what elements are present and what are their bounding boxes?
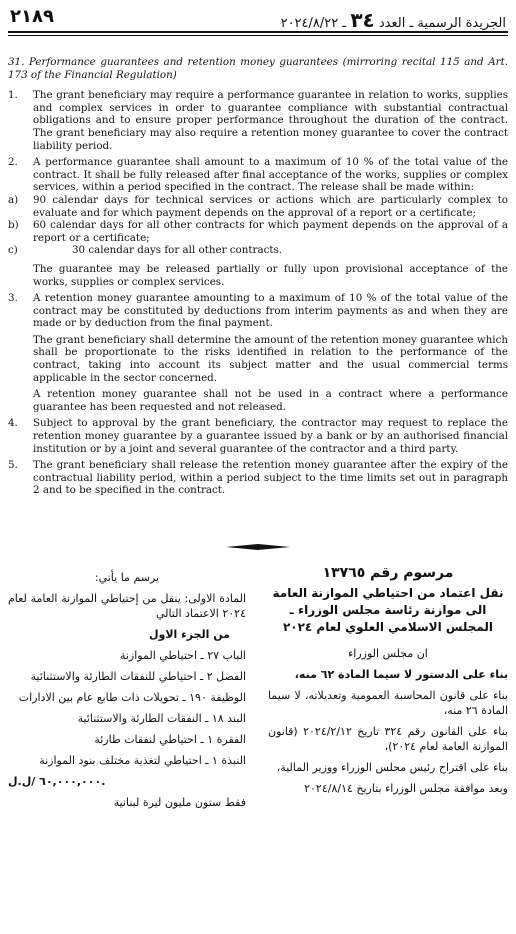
paragraph-3-continuation-1: The grant beneficiary shall determine the amount of the retention money guarantee which shall be proportionate to the risks identified in relation to the performance of the contract, taking into account its subject matter and the usual commercial terms applicable in the sector concerned. bbox=[33, 333, 508, 384]
paragraph-text: The grant beneficiary shall release the retention money guarantee after the expiry of the contractual liability period, within a period subject to the time limits set out in paragraph 2 and to be specified in the contract. bbox=[33, 459, 508, 497]
decree-right-column bbox=[268, 566, 508, 802]
article-ref: (mirroring recital 115 and Art. 173 of the Financial Regulation) bbox=[8, 56, 508, 81]
decree-left-column bbox=[8, 570, 246, 816]
paragraph-4 bbox=[8, 417, 508, 455]
decree-article-1: المادة الاولى: ينقل من إحتياطي الموازنة العامة لعام ٢٠٢٤ الاعتماد التالي bbox=[8, 592, 246, 620]
decree-subtitle: نقل اعتماد من احتياطي الموازنة العامة الى موازنة رئاسة مجلس الوزراء ـ المجلس الاسلامي العلوي لعام ٢٠٢٤ bbox=[272, 586, 504, 634]
budget-line: البند ١٨ ـ النفقات الطارئة والاستثنائية bbox=[77, 712, 246, 725]
budget-line: الباب ٢٧ ـ احتياطي الموازنة bbox=[119, 649, 246, 662]
paragraph-3 bbox=[8, 292, 508, 330]
paragraph-number: 2. bbox=[8, 156, 18, 169]
amount-words: فقط ستون مليون ليرة لبنانية bbox=[113, 796, 246, 809]
sub-item-letter: b) bbox=[8, 219, 19, 232]
paragraph-text: The grant beneficiary may require a performance guarantee in relation to works, supplies and complex services in order to guarantee compliance with substantial contractual obligations and to ensure proper performance throughout the duration of the contract. The grant beneficiary may also require a retention money guarantee to cover the contract liability period. bbox=[33, 89, 508, 152]
budget-line: النبذة ١ ـ احتياطي لتغذية مختلف بنود الموازنة bbox=[39, 754, 246, 767]
journal-title bbox=[281, 8, 506, 32]
sub-item-b bbox=[8, 219, 508, 244]
budget-line: الفقرة ١ ـ احتياطي لنفقات طارئة bbox=[94, 733, 246, 746]
decree-basis-approval: وبعد موافقة مجلس الوزراء بتاريخ ٢٠٢٤/٨/١٤ bbox=[304, 782, 508, 795]
sub-item-text: 60 calendar days for all other contracts for which payment depends on the approval of a report or a certificate; bbox=[33, 219, 508, 244]
paragraph-3-continuation-2: A retention money guarantee shall not be used in a contract where a performance guarantee has been requested and not released. bbox=[33, 388, 508, 413]
page-number: ٢١٨٩ bbox=[10, 6, 54, 27]
decree-title: مرسوم رقم ١٣٧٦٥ bbox=[322, 565, 454, 581]
budget-line: الفصل ٢ ـ احتياطي للنفقات الطارئة والاستثنائية bbox=[30, 670, 246, 683]
sub-item-letter: c) bbox=[8, 244, 18, 257]
sub-item-a bbox=[8, 194, 508, 219]
journal-name: الجريدة الرسمية ـ العدد bbox=[378, 16, 506, 31]
decree-council: ان مجلس الوزراء bbox=[348, 647, 428, 660]
paragraph-number: 3. bbox=[8, 292, 18, 305]
article-heading bbox=[8, 56, 508, 81]
paragraph-number: 4. bbox=[8, 417, 18, 430]
paragraph-2-continuation: The guarantee may be released partially or fully upon provisional acceptance of the works, supplies or complex services. bbox=[33, 262, 508, 288]
budget-line: الوظيفة ١٩٠ ـ تحويلات ذات طابع عام بين الادارات bbox=[18, 691, 246, 704]
issue-date: ـ ٢٠٢٤/٨/٢٢ bbox=[280, 16, 347, 31]
paragraph-text: Subject to approval by the grant beneficiary, the contractor may request to replace the retention money guarantee by a guarantee issued by a bank or by an authorised financial institution or by a joint and several guarantee of the contractor and a third party. bbox=[33, 417, 508, 455]
article-title: 31. Performance guarantees and retention money guarantees bbox=[8, 56, 339, 68]
paragraph-2 bbox=[8, 156, 508, 194]
decree-basis-accounting-law: بناء على قانون المحاسبة العمومية وتعديلاته، لا سيما المادة ٢٦ منه، bbox=[268, 689, 508, 717]
paragraph-5 bbox=[8, 459, 508, 497]
amount-figure: ٦٠,٠٠٠,٠٠٠ /ل.ل. bbox=[8, 775, 106, 788]
paragraph-text: A performance guarantee shall amount to a maximum of 10 % of the total value of the contract. It shall be fully released after final acceptance of the works, supplies or complex services, within a period specified in the contract. The release shall be made within: bbox=[33, 156, 508, 194]
paragraph-number: 5. bbox=[8, 459, 18, 472]
sub-item-text: 90 calendar days for technical services or actions which are particularly complex to evaluate and for which payment depends on the approval of a report or a certificate; bbox=[33, 193, 508, 219]
article-31 bbox=[8, 56, 508, 501]
sub-item-c bbox=[8, 244, 508, 257]
decree-basis-budget-law: بناء على القانون رقم ٣٢٤ تاريخ ٢٠٢٤/٢/١٢ (قانون الموازنة العامة لعام ٢٠٢٤)، bbox=[268, 725, 508, 753]
decree-basis-proposal: بناء على اقتراح رئيس مجلس الوزراء ووزير المالية، bbox=[276, 761, 508, 774]
header-rule bbox=[8, 31, 508, 36]
paragraph-text: A retention money guarantee amounting to a maximum of 10 % of the total value of the contract may be constituted by deductions from interim payments as and when they are made or by deduction from the final payment. bbox=[33, 292, 508, 330]
decree-part: من الجزء الاول bbox=[148, 628, 230, 641]
section-divider bbox=[226, 544, 290, 550]
decree-basis-constitution: بناء على الدستور لا سيما المادة ٦٢ منه، bbox=[294, 668, 508, 681]
sub-item-text: 30 calendar days for all other contracts. bbox=[72, 244, 283, 257]
paragraph-number: 1. bbox=[8, 89, 18, 102]
sub-item-letter: a) bbox=[8, 193, 19, 206]
issue-number: ٣٤ bbox=[350, 8, 375, 32]
page-header bbox=[8, 6, 508, 32]
decree-intro: يرسم ما يأتي: bbox=[94, 571, 160, 584]
paragraph-1 bbox=[8, 89, 508, 152]
